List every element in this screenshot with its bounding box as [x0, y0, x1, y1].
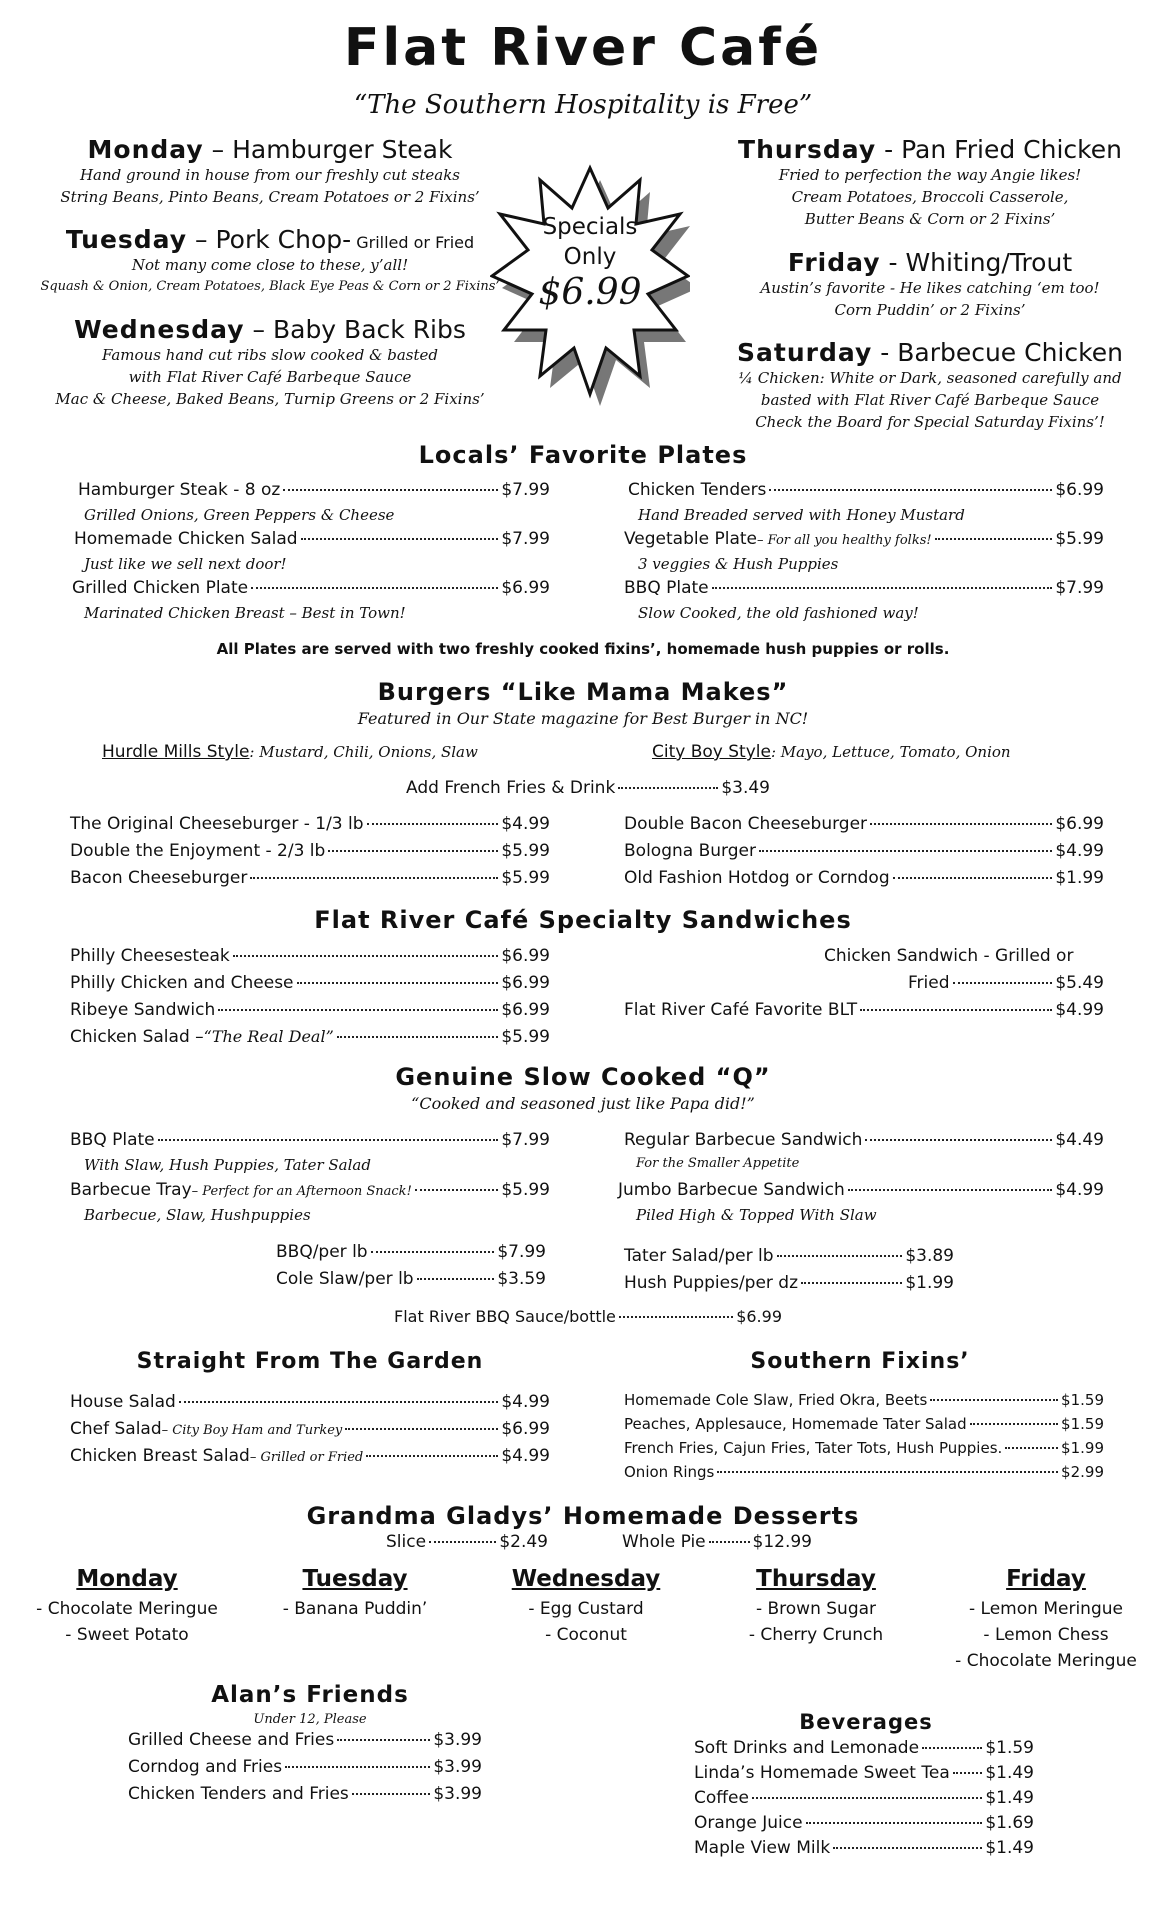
menu-item	[128, 1730, 482, 1750]
menu-item	[70, 946, 550, 966]
menu-item	[276, 1242, 546, 1262]
item-price: $6.99	[501, 1419, 550, 1439]
menu-item	[72, 578, 550, 598]
item-name: Double the Enjoyment - 2/3 lb	[70, 841, 326, 861]
item-name: Bacon Cheeseburger	[70, 868, 248, 888]
item-note: Just like we sell next door!	[84, 555, 287, 573]
item-price: $1.59	[985, 1738, 1034, 1758]
dessert-day: Wednesday	[511, 1566, 661, 1592]
menu-item	[694, 1788, 1034, 1808]
sandwiches-title: Flat River Café Specialty Sandwiches	[314, 906, 852, 934]
item-name: Orange Juice	[694, 1813, 803, 1833]
menu-item	[624, 841, 1104, 861]
item-note: Hand Breaded served with Honey Mustard	[638, 506, 965, 524]
dessert-item: - Lemon Meringue	[969, 1599, 1123, 1619]
special-desc: Austin’s favorite - He likes catching ‘em too!	[760, 279, 1100, 297]
item-name: Flat River BBQ Sauce/bottle	[394, 1307, 616, 1326]
item-extra: – Perfect for an Afternoon Snack!	[191, 1184, 412, 1199]
special-desc: Famous hand cut ribs slow cooked & basted	[101, 346, 439, 364]
specials-price: $6.99	[538, 272, 642, 313]
item-name: Ribeye Sandwich	[70, 1000, 216, 1020]
special-desc: Not many come close to these, y’all!	[131, 256, 409, 274]
special-day: Monday	[87, 135, 204, 164]
item-name: Regular Barbecue Sandwich	[624, 1130, 863, 1150]
menu-item	[624, 1130, 1104, 1150]
burger-style-hurdle	[102, 742, 478, 762]
menu-item	[386, 1532, 548, 1552]
menu-item	[694, 1813, 1034, 1833]
item-name: Homemade Chicken Salad	[74, 529, 298, 549]
item-note: 3 veggies & Hush Puppies	[638, 555, 839, 573]
menu-item	[624, 578, 1104, 598]
item-note: Piled High & Topped With Slaw	[636, 1206, 877, 1224]
menu-item	[78, 480, 550, 500]
special-desc: with Flat River Café Barbeque Sauce	[128, 368, 412, 386]
item-price: $3.59	[497, 1269, 546, 1289]
special-dash: -	[876, 135, 902, 164]
item-price: $3.99	[433, 1730, 482, 1750]
item-price: $1.99	[1055, 868, 1104, 888]
dessert-monday	[20, 1566, 234, 1648]
item-extra: – Grilled or Fried	[249, 1450, 364, 1465]
desserts-title: Grandma Gladys’ Homemade Desserts	[306, 1502, 860, 1530]
dessert-item: - Cherry Crunch	[748, 1625, 884, 1645]
item-note: For the Smaller Appetite	[636, 1156, 800, 1171]
item-price: $5.99	[501, 1180, 550, 1200]
menu-item	[70, 1000, 550, 1020]
item-price: $5.49	[1055, 973, 1104, 993]
item-name: Chicken Tenders	[628, 480, 767, 500]
item-price: $4.99	[501, 1392, 550, 1412]
fixins-title: Southern Fixins’	[750, 1349, 970, 1374]
item-name: Whole Pie	[622, 1532, 706, 1552]
style-desc: : Mayo, Lettuce, Tomato, Onion	[770, 743, 1011, 761]
item-name: BBQ Plate	[624, 578, 709, 598]
item-price: $5.99	[501, 868, 550, 888]
dessert-item: - Banana Puddin’	[282, 1599, 428, 1619]
dessert-item: - Chocolate Meringue	[955, 1651, 1137, 1671]
item-price: $3.99	[433, 1757, 482, 1777]
menu-item	[694, 1763, 1034, 1783]
dessert-wednesday	[486, 1566, 686, 1648]
special-dash: -	[872, 338, 898, 367]
item-name: Homemade Cole Slaw, Fried Okra, Beets	[624, 1391, 928, 1409]
item-name: Jumbo Barbecue Sandwich	[618, 1180, 845, 1200]
special-wednesday	[20, 315, 520, 410]
special-saturday	[700, 338, 1160, 433]
item-note: Marinated Chicken Breast – Best in Town!	[84, 604, 406, 622]
sandwich-wrap-line1: Chicken Sandwich - Grilled or	[824, 946, 1074, 966]
item-price: $4.99	[1055, 1000, 1104, 1020]
item-price: $1.59	[1061, 1415, 1104, 1433]
item-name: Corndog and Fries	[128, 1757, 283, 1777]
item-price: $6.99	[501, 1000, 550, 1020]
style-label: City Boy Style	[652, 742, 771, 762]
specials-line1: Specials	[542, 214, 638, 240]
item-price: $5.99	[501, 1027, 550, 1047]
special-desc: Fried to perfection the way Angie likes!	[778, 166, 1082, 184]
beverages-title: Beverages	[799, 1710, 933, 1734]
item-name: Tater Salad/per lb	[624, 1246, 774, 1266]
item-name: Peaches, Applesauce, Homemade Tater Salad	[624, 1415, 967, 1433]
menu-item	[70, 814, 550, 834]
item-name: Soft Drinks and Lemonade	[694, 1738, 920, 1758]
item-price: $4.49	[1055, 1130, 1104, 1150]
burgers-title: Burgers “Like Mama Makes”	[377, 678, 789, 706]
item-price: $6.99	[1055, 480, 1104, 500]
item-price: $4.99	[1055, 1180, 1104, 1200]
item-price: $5.99	[501, 841, 550, 861]
item-name: Chicken Tenders and Fries	[128, 1784, 349, 1804]
dessert-day: Monday	[76, 1566, 178, 1592]
menu-item	[624, 814, 1104, 834]
item-name: Fried	[908, 973, 950, 993]
item-price: $3.99	[433, 1784, 482, 1804]
burger-style-cityboy	[652, 742, 1011, 762]
special-desc: Check the Board for Special Saturday Fixins’!	[755, 413, 1105, 431]
item-note: Grilled Onions, Green Peppers & Cheese	[84, 506, 395, 524]
special-day: Friday	[787, 248, 881, 277]
dessert-item: - Chocolate Meringue	[36, 1599, 218, 1619]
menu-tagline: “The Southern Hospitality is Free”	[353, 90, 813, 120]
item-price: $7.99	[501, 480, 550, 500]
menu-item	[624, 1439, 1104, 1457]
special-dash: –	[187, 225, 216, 254]
dessert-day: Friday	[1006, 1566, 1086, 1592]
item-price: $6.99	[501, 578, 550, 598]
menu-item	[624, 1246, 954, 1266]
item-note: With Slaw, Hush Puppies, Tater Salad	[84, 1156, 371, 1174]
item-name: Chicken Breast Salad	[70, 1446, 250, 1466]
menu-item	[74, 529, 550, 549]
item-price: $4.99	[501, 1446, 550, 1466]
item-price: $5.99	[1055, 529, 1104, 549]
item-price: $4.99	[1055, 841, 1104, 861]
item-name: Slice	[386, 1532, 427, 1552]
q-subtitle: “Cooked and seasoned just like Papa did!”	[411, 1094, 755, 1113]
item-price: $3.49	[721, 778, 770, 798]
item-name: Grilled Cheese and Fries	[128, 1730, 335, 1750]
special-desc: Squash & Onion, Cream Potatoes, Black Eye Peas & Corn or 2 Fixins’	[40, 279, 500, 294]
menu-item	[70, 1446, 550, 1466]
item-name: Grilled Chicken Plate	[72, 578, 249, 598]
item-name: The Original Cheeseburger - 1/3 lb	[70, 814, 364, 834]
special-desc: ¼ Chicken: White or Dark, seasoned carefully and	[738, 369, 1122, 387]
menu-item	[624, 1273, 954, 1293]
menu-item	[624, 1391, 1104, 1409]
special-thursday	[700, 135, 1160, 230]
locals-title: Locals’ Favorite Plates	[418, 441, 748, 469]
item-name: Bologna Burger	[624, 841, 756, 861]
menu-item	[70, 1130, 550, 1150]
item-name: Linda’s Homemade Sweet Tea	[694, 1763, 950, 1783]
special-day: Saturday	[737, 338, 873, 367]
q-title: Genuine Slow Cooked “Q”	[395, 1063, 771, 1091]
item-price: $7.99	[501, 1130, 550, 1150]
item-name: BBQ/per lb	[276, 1242, 368, 1262]
dessert-item: - Lemon Chess	[983, 1625, 1109, 1645]
item-extra: – For all you healthy folks!	[757, 533, 932, 548]
menu-item	[624, 868, 1104, 888]
menu-item	[628, 480, 1104, 500]
item-name: Philly Cheesesteak	[70, 946, 230, 966]
item-name: Onion Rings	[624, 1463, 715, 1481]
item-note: Slow Cooked, the old fashioned way!	[638, 604, 919, 622]
special-monday	[20, 135, 520, 208]
menu-item	[70, 1180, 550, 1200]
item-price: $6.99	[501, 973, 550, 993]
item-price: $1.49	[985, 1788, 1034, 1808]
style-label: Hurdle Mills Style	[102, 742, 250, 762]
specials-line2: Only	[563, 244, 617, 270]
menu-item	[70, 868, 550, 888]
menu-item	[70, 1419, 550, 1439]
menu-item	[70, 973, 550, 993]
special-day: Tuesday	[65, 225, 188, 254]
item-name: Chef Salad	[70, 1419, 162, 1439]
menu-title: Flat River Café	[343, 18, 823, 78]
special-desc: Corn Puddin’ or 2 Fixins’	[834, 301, 1026, 319]
menu-item	[128, 1784, 482, 1804]
item-name: Vegetable Plate	[624, 529, 757, 549]
item-name: BBQ Plate	[70, 1130, 155, 1150]
item-extra: “The Real Deal”	[203, 1027, 334, 1046]
burgers-subtitle: Featured in Our State magazine for Best Burger in NC!	[357, 709, 809, 728]
item-note: Barbecue, Slaw, Hushpuppies	[84, 1206, 311, 1224]
menu-item	[694, 1738, 1034, 1758]
item-price: $2.99	[1061, 1463, 1104, 1481]
special-desc: Butter Beans & Corn or 2 Fixins’	[804, 210, 1056, 228]
item-name: Hamburger Steak - 8 oz	[78, 480, 281, 500]
item-price: $1.59	[1061, 1391, 1104, 1409]
item-name: Philly Chicken and Cheese	[70, 973, 294, 993]
dessert-tuesday	[250, 1566, 460, 1622]
special-friday	[700, 248, 1160, 321]
item-price: $12.99	[752, 1532, 812, 1552]
menu-item	[70, 1392, 550, 1412]
style-desc: : Mustard, Chili, Onions, Slaw	[249, 743, 478, 761]
dessert-day: Thursday	[756, 1566, 876, 1592]
menu-item	[394, 1307, 782, 1326]
special-dish: Barbecue Chicken	[897, 338, 1123, 367]
item-price: $6.99	[736, 1307, 782, 1326]
item-price: $1.49	[985, 1763, 1034, 1783]
item-name: Flat River Café Favorite BLT	[624, 1000, 858, 1020]
item-name: Chicken Salad –	[70, 1027, 204, 1047]
menu-item	[70, 841, 550, 861]
item-price: $7.99	[501, 529, 550, 549]
item-name: Double Bacon Cheeseburger	[624, 814, 868, 834]
special-desc: basted with Flat River Café Barbeque Sauce	[760, 391, 1100, 409]
menu-item	[624, 529, 1104, 549]
item-price: $6.99	[501, 946, 550, 966]
item-price: $7.99	[1055, 578, 1104, 598]
special-desc: String Beans, Pinto Beans, Cream Potatoes or 2 Fixins’	[60, 188, 480, 206]
locals-footnote: All Plates are served with two freshly cooked fixins’, homemade hush puppies or rolls.	[216, 640, 950, 658]
item-price: $1.69	[985, 1813, 1034, 1833]
menu-item	[694, 1838, 1034, 1858]
dessert-day: Tuesday	[302, 1566, 408, 1592]
item-price: $3.89	[905, 1246, 954, 1266]
dessert-item: - Brown Sugar	[755, 1599, 877, 1619]
dessert-item: - Egg Custard	[528, 1599, 644, 1619]
item-price: $2.49	[499, 1532, 548, 1552]
menu-item	[618, 1180, 1104, 1200]
dessert-friday	[936, 1566, 1156, 1674]
special-dish: Baby Back Ribs	[272, 315, 466, 344]
special-tuesday	[20, 225, 520, 298]
dessert-item: - Coconut	[545, 1625, 627, 1645]
item-extra: – City Boy Ham and Turkey	[161, 1423, 343, 1438]
item-price: $1.99	[1061, 1439, 1104, 1457]
special-dash: –	[203, 135, 233, 164]
dessert-thursday	[716, 1566, 916, 1648]
menu-item	[276, 1269, 546, 1289]
specials-badge	[520, 212, 660, 314]
item-price: $7.99	[497, 1242, 546, 1262]
special-desc: Hand ground in house from our freshly cut steaks	[79, 166, 461, 184]
item-name: Hush Puppies/per dz	[624, 1273, 799, 1293]
special-dash: -	[880, 248, 906, 277]
menu-item	[908, 973, 1104, 993]
item-name: Barbecue Tray	[70, 1180, 192, 1200]
item-name: House Salad	[70, 1392, 176, 1412]
garden-title: Straight From The Garden	[136, 1349, 484, 1374]
menu-item	[624, 1415, 1104, 1433]
item-name: French Fries, Cajun Fries, Tater Tots, Hush Puppies.	[624, 1439, 1003, 1457]
special-day: Thursday	[738, 135, 877, 164]
special-dash: –	[244, 315, 273, 344]
special-day: Wednesday	[74, 315, 245, 344]
item-name: Coffee	[694, 1788, 749, 1808]
item-name: Maple View Milk	[694, 1838, 831, 1858]
special-dish: Pan Fried Chicken	[901, 135, 1122, 164]
item-price: $1.49	[985, 1838, 1034, 1858]
item-price: $4.99	[501, 814, 550, 834]
kids-subtitle: Under 12, Please	[253, 1712, 367, 1727]
kids-title: Alan’s Friends	[211, 1682, 409, 1708]
item-price: $1.99	[905, 1273, 954, 1293]
special-dish: Whiting/Trout	[905, 248, 1073, 277]
menu-item	[624, 1463, 1104, 1481]
special-desc: Mac & Cheese, Baked Beans, Turnip Greens or 2 Fixins’	[55, 390, 485, 408]
special-desc: Cream Potatoes, Broccoli Casserole,	[791, 188, 1069, 206]
dessert-item: - Sweet Potato	[65, 1625, 189, 1645]
special-dish: Pork Chop-	[215, 225, 352, 254]
menu-item	[622, 1532, 812, 1552]
menu-item	[70, 1027, 550, 1047]
menu-item	[624, 1000, 1104, 1020]
item-price: $6.99	[1055, 814, 1104, 834]
menu-item	[128, 1757, 482, 1777]
item-name: Cole Slaw/per lb	[276, 1269, 414, 1289]
special-extra: Grilled or Fried	[351, 233, 475, 252]
menu-item	[406, 778, 770, 798]
special-dish: Hamburger Steak	[232, 135, 453, 164]
item-name: Add French Fries & Drink	[406, 778, 616, 798]
item-name: Old Fashion Hotdog or Corndog	[624, 868, 890, 888]
